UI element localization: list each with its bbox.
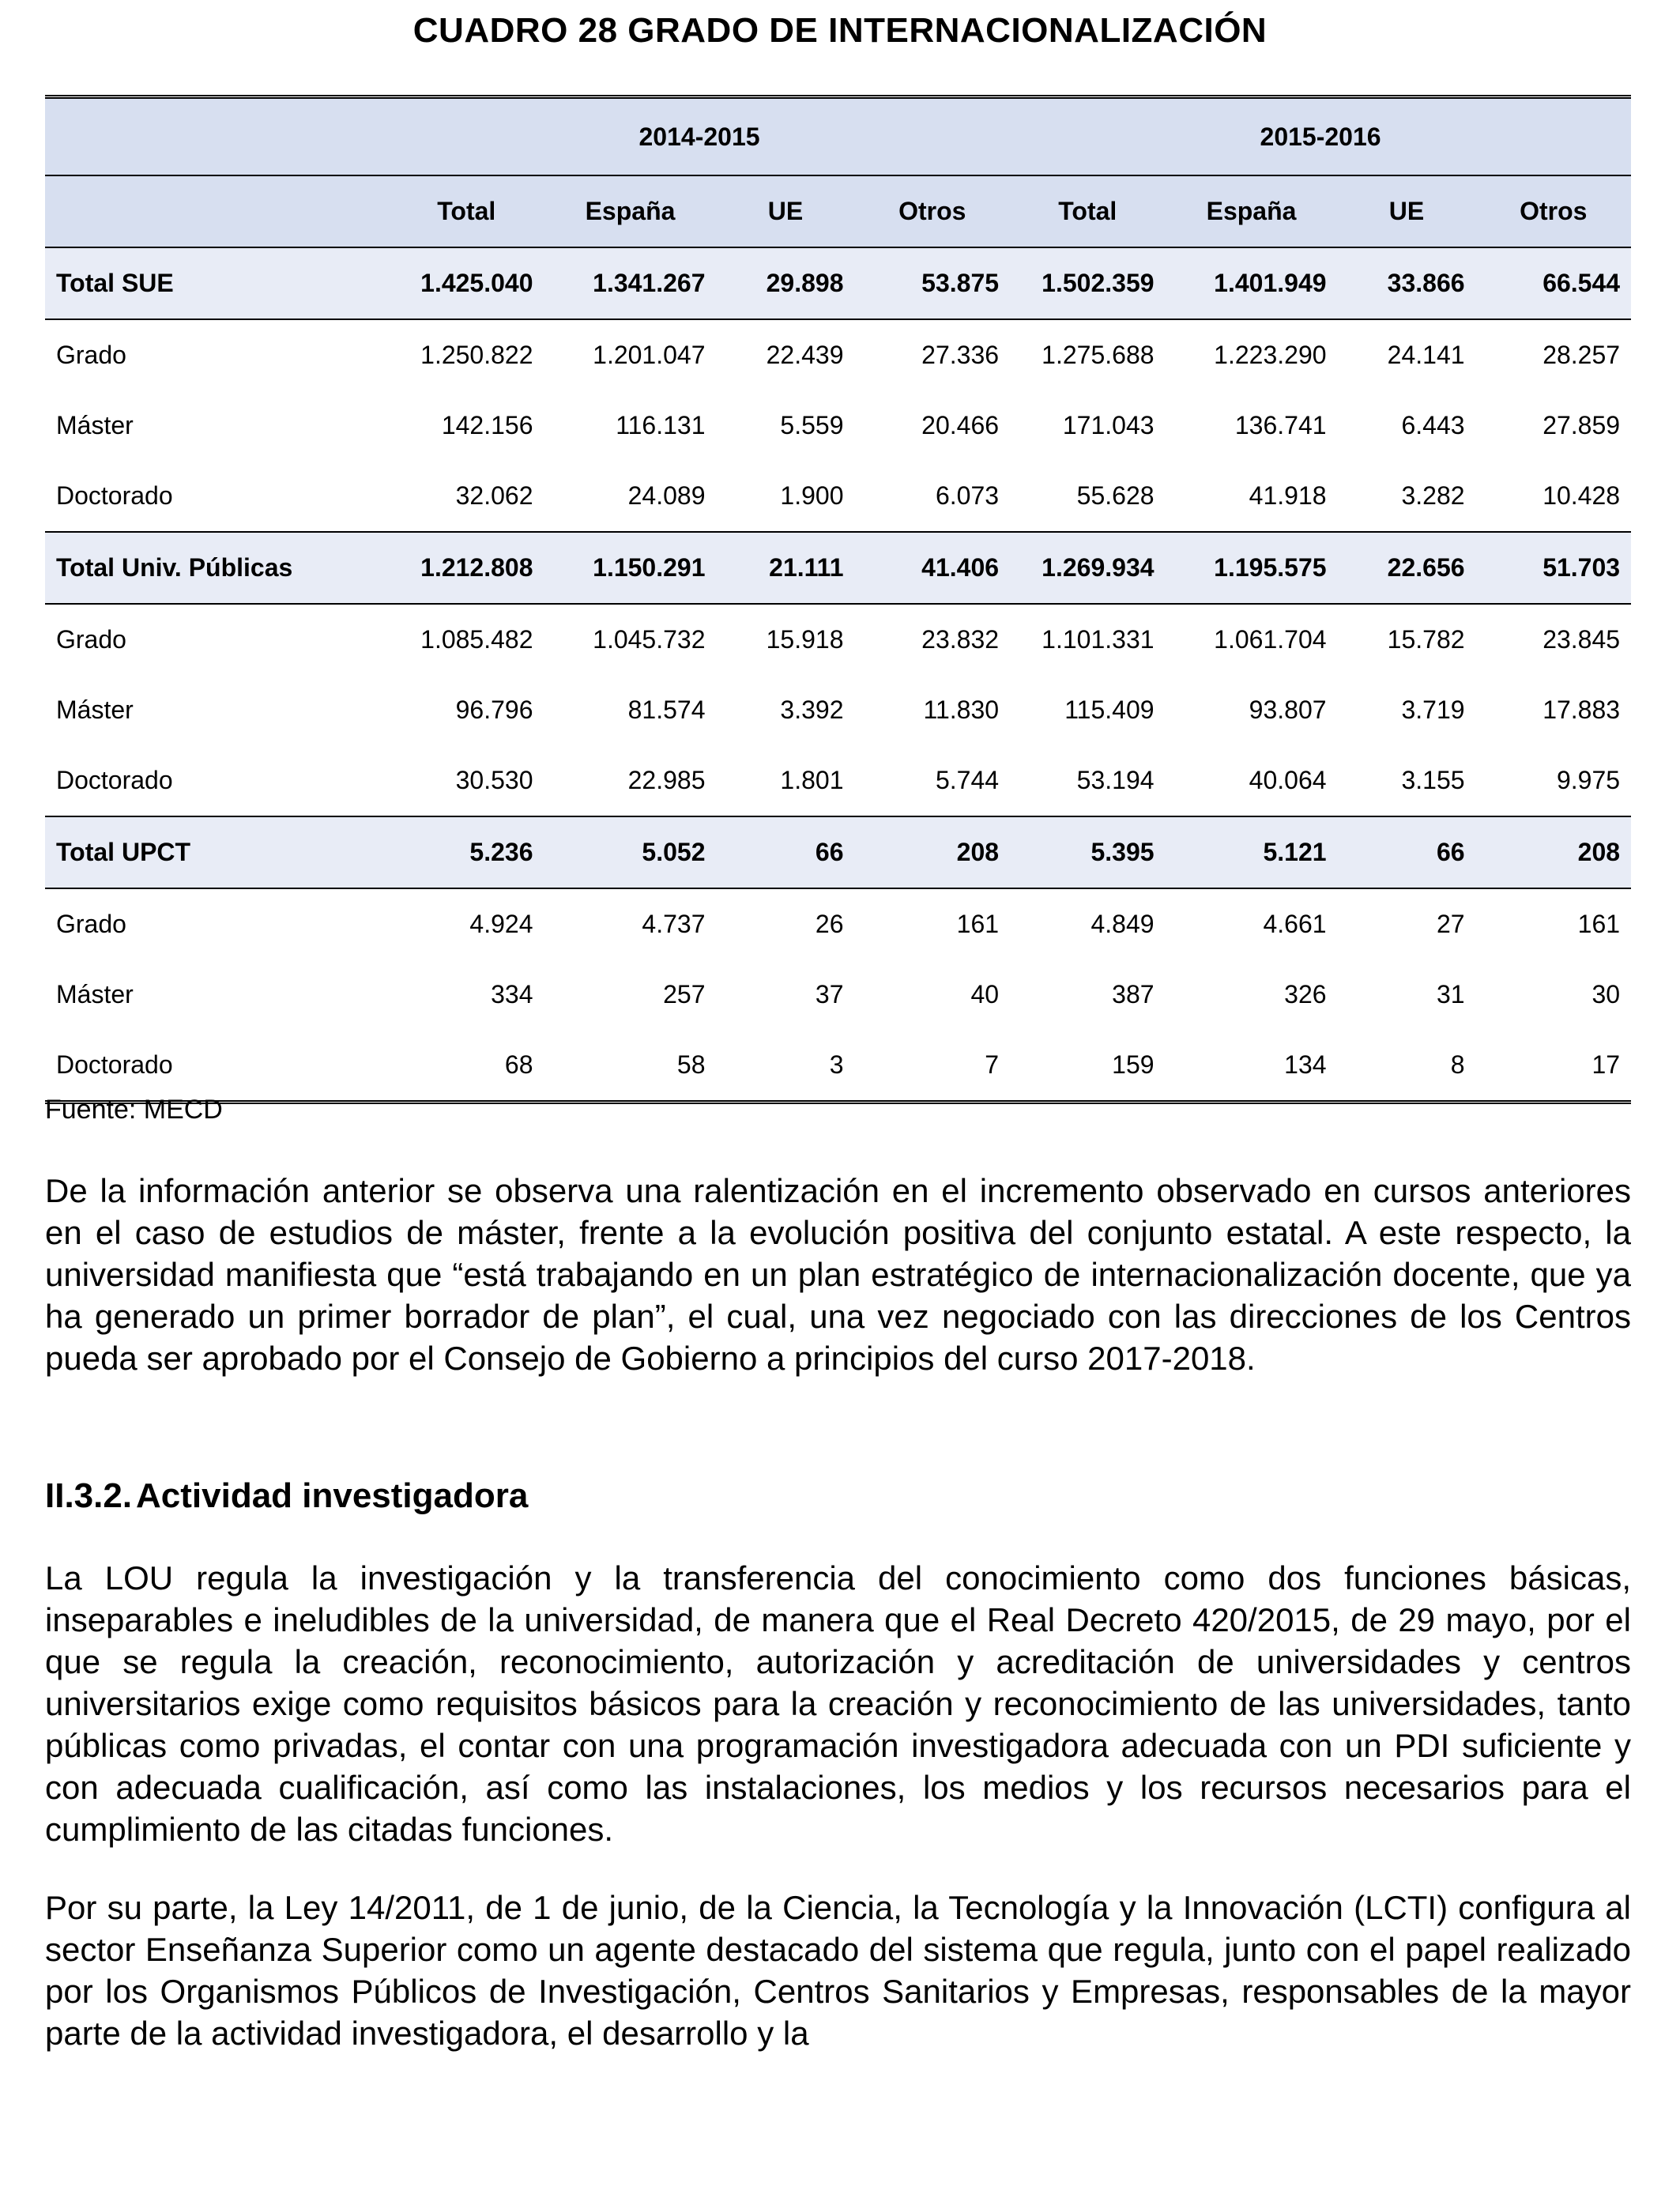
column-header: UE [1338, 175, 1476, 247]
row-label: Doctorado [45, 745, 389, 816]
table-cell: 30 [1591, 980, 1621, 1008]
table-cell: 1.201.047 [593, 341, 706, 369]
table-cell: 208 [855, 816, 1011, 888]
table-total-row [45, 247, 1631, 319]
table-cell: 23.845 [1543, 625, 1621, 654]
table-cell: 11.830 [923, 696, 1000, 724]
column-header: Total [1010, 175, 1166, 247]
table-cell: 161 [956, 910, 1000, 938]
table-cell: 257 [663, 980, 706, 1008]
table-cell: 9.975 [1476, 745, 1632, 816]
table-cell: 1.195.575 [1166, 532, 1338, 604]
table-cell: 33.866 [1338, 247, 1476, 319]
table-cell: 136.741 [1234, 411, 1327, 439]
table-cell: 22.439 [766, 341, 844, 369]
table-cell: 53.194 [1010, 745, 1166, 816]
table-cell: 66.544 [1476, 247, 1632, 319]
table-cell: 26 [815, 910, 844, 938]
table-cell: 37 [815, 980, 844, 1008]
table-cell: 5.744 [855, 745, 1011, 816]
table-cell: 4.737 [642, 910, 706, 938]
section-heading [45, 1476, 528, 1516]
table-cell: 5.052 [544, 816, 717, 888]
column-header-row [45, 175, 1631, 247]
column-header: Total [389, 175, 544, 247]
table-cell: 68 [389, 1030, 544, 1103]
table-cell: 1.223.290 [1214, 341, 1327, 369]
row-label: Máster [56, 980, 134, 1008]
table-cell: 1.401.949 [1166, 247, 1338, 319]
table-cell: 22.656 [1338, 532, 1476, 604]
table-cell: 6.073 [855, 461, 1011, 532]
table-cell: 1.269.934 [1010, 532, 1166, 604]
table-row [45, 1030, 1631, 1103]
row-label: Total Univ. Públicas [45, 532, 389, 604]
table-cell: 27 [1436, 910, 1465, 938]
table-cell: 134 [1166, 1030, 1338, 1103]
table-cell: 1.101.331 [1042, 625, 1155, 654]
column-header: UE [717, 175, 855, 247]
table-cell: 27.336 [921, 341, 1000, 369]
table-cell: 4.924 [469, 910, 533, 938]
table-cell: 116.131 [616, 411, 706, 439]
table-cell: 22.985 [544, 745, 717, 816]
column-header: Otros [855, 175, 1011, 247]
empty-header-cell [45, 175, 389, 247]
table-row [45, 745, 1631, 816]
table-cell: 29.898 [717, 247, 855, 319]
column-header: España [1166, 175, 1338, 247]
table-cell: 3 [717, 1030, 855, 1103]
table-cell: 40.064 [1166, 745, 1338, 816]
table-row [45, 959, 1631, 1030]
table-cell: 159 [1010, 1030, 1166, 1103]
row-label: Grado [56, 341, 126, 369]
table-row [45, 461, 1631, 532]
paragraph: De la información anterior se observa una ralentización en el incremento observado en cursos anteriores en el caso de estudios de máster, frente a la evolución positiva del conjunto estatal. A este respecto, la universidad manifiesta que “está trabajando en un plan estratégico de internacionalización docente, que ya ha generado un primer borrador de plan”, el cual, una vez negociado con las direcciones de los Centros pueda ser aprobado por el Consejo de Gobierno a principios del curso 2017-2018. [45, 1172, 1631, 1377]
table-cell: 1.341.267 [544, 247, 717, 319]
table-cell: 5.395 [1010, 816, 1166, 888]
table-cell: 387 [1112, 980, 1155, 1008]
table-cell: 31 [1436, 980, 1465, 1008]
table-cell: 5.559 [780, 411, 844, 439]
table-cell: 1.250.822 [420, 341, 533, 369]
table-cell: 53.875 [855, 247, 1011, 319]
table-cell: 93.807 [1249, 696, 1327, 724]
table-cell: 1.212.808 [389, 532, 544, 604]
table-cell: 66 [717, 816, 855, 888]
table-cell: 58 [544, 1030, 717, 1103]
table-row [45, 888, 1631, 959]
table-title: CUADRO 28 GRADO DE INTERNACIONALIZACIÓN [412, 11, 1268, 50]
table-body [45, 247, 1631, 1103]
column-header: España [544, 175, 717, 247]
table-cell: 96.796 [455, 696, 533, 724]
table-row [45, 319, 1631, 390]
row-label: Total SUE [45, 247, 389, 319]
table-cell: 21.111 [717, 532, 855, 604]
empty-header-cell [45, 97, 389, 176]
table-cell: 1.085.482 [420, 625, 533, 654]
table-cell: 32.062 [389, 461, 544, 532]
table-cell: 41.406 [855, 532, 1011, 604]
table-cell: 334 [491, 980, 533, 1008]
table-cell: 5.121 [1166, 816, 1338, 888]
table-cell: 24.089 [544, 461, 717, 532]
table-cell: 30.530 [389, 745, 544, 816]
table-cell: 28.257 [1543, 341, 1621, 369]
table-cell: 1.425.040 [389, 247, 544, 319]
table-cell: 8 [1338, 1030, 1476, 1103]
table-cell: 1.801 [717, 745, 855, 816]
period-header-row [45, 97, 1631, 176]
table-cell: 208 [1476, 816, 1632, 888]
table-cell: 51.703 [1476, 532, 1632, 604]
table-total-row [45, 816, 1631, 888]
table-cell: 5.236 [389, 816, 544, 888]
table-cell: 4.661 [1263, 910, 1327, 938]
period-header: 2015-2016 [1260, 122, 1381, 151]
table-cell: 7 [855, 1030, 1011, 1103]
table-source-note: Fuente: MECD [45, 1095, 223, 1125]
table-cell: 10.428 [1476, 461, 1632, 532]
table-cell: 1.045.732 [593, 625, 706, 654]
table-cell: 1.502.359 [1010, 247, 1166, 319]
table-cell: 6.443 [1401, 411, 1465, 439]
table-cell: 17 [1476, 1030, 1632, 1103]
table-row [45, 675, 1631, 745]
table-cell: 66 [1338, 816, 1476, 888]
table-cell: 1.061.704 [1214, 625, 1327, 654]
table-cell: 17.883 [1543, 696, 1621, 724]
table-cell: 24.141 [1387, 341, 1465, 369]
table-total-row [45, 532, 1631, 604]
table-row [45, 604, 1631, 675]
table-cell: 326 [1284, 980, 1327, 1008]
table-row [45, 390, 1631, 461]
table-cell: 3.282 [1338, 461, 1476, 532]
table-cell: 23.832 [921, 625, 1000, 654]
paragraph: Por su parte, la Ley 14/2011, de 1 de junio, de la Ciencia, la Tecnología y la Innovación (LCTI) configura al sector Enseñanza Superior como un agente destacado del sistema que regula, junto con el papel realizado por los Organismos Públicos de Investigación, Centros Sanitarios y Empresas, responsables de la mayor parte de la actividad investigadora, el desarrollo y la [45, 1889, 1631, 2052]
row-label: Máster [56, 411, 134, 439]
table-cell: 15.918 [766, 625, 844, 654]
section-title: Actividad investigadora [136, 1476, 529, 1515]
row-label: Doctorado [45, 461, 389, 532]
row-label: Grado [56, 625, 126, 654]
section-number: II.3.2. [45, 1476, 133, 1515]
table-cell: 1.900 [717, 461, 855, 532]
table-cell: 27.859 [1543, 411, 1621, 439]
row-label: Grado [56, 910, 126, 938]
table-cell: 4.849 [1090, 910, 1155, 938]
table-cell: 3.719 [1401, 696, 1465, 724]
table-cell: 40 [970, 980, 1000, 1008]
row-label: Máster [56, 696, 134, 724]
table-cell: 171.043 [1062, 411, 1155, 439]
table-cell: 1.150.291 [544, 532, 717, 604]
table-cell: 161 [1577, 910, 1621, 938]
period-header: 2014-2015 [638, 122, 760, 151]
internationalization-table-wrapper [45, 95, 1631, 1104]
column-header: Otros [1476, 175, 1632, 247]
table-cell: 142.156 [441, 411, 533, 439]
table-cell: 20.466 [921, 411, 1000, 439]
table-cell: 1.275.688 [1042, 341, 1155, 369]
table-cell: 15.782 [1387, 625, 1465, 654]
table-cell: 55.628 [1010, 461, 1166, 532]
table-cell: 41.918 [1166, 461, 1338, 532]
table-cell: 3.392 [780, 696, 844, 724]
internationalization-table [45, 95, 1631, 1104]
row-label: Doctorado [45, 1030, 389, 1103]
paragraph: La LOU regula la investigación y la transferencia del conocimiento como dos funciones básicas, inseparables e ineludibles de la universidad, de manera que el Real Decreto 420/2015, de 29 mayo, por el que se regula la creación, reconocimiento, autorización y acreditación de universidades y centros universitarios exige como requisitos básicos para la creación y reconocimiento de las universidades, tanto públicas como privadas, el contar con una programación investigadora adecuada con un PDI suficiente y con adecuada cualificación, así como las instalaciones, los medios y los recursos necesarios para el cumplimiento de las citadas funciones. [45, 1559, 1631, 1848]
row-label: Total UPCT [45, 816, 389, 888]
table-cell: 81.574 [627, 696, 706, 724]
table-cell: 3.155 [1338, 745, 1476, 816]
table-cell: 115.409 [1064, 696, 1155, 724]
